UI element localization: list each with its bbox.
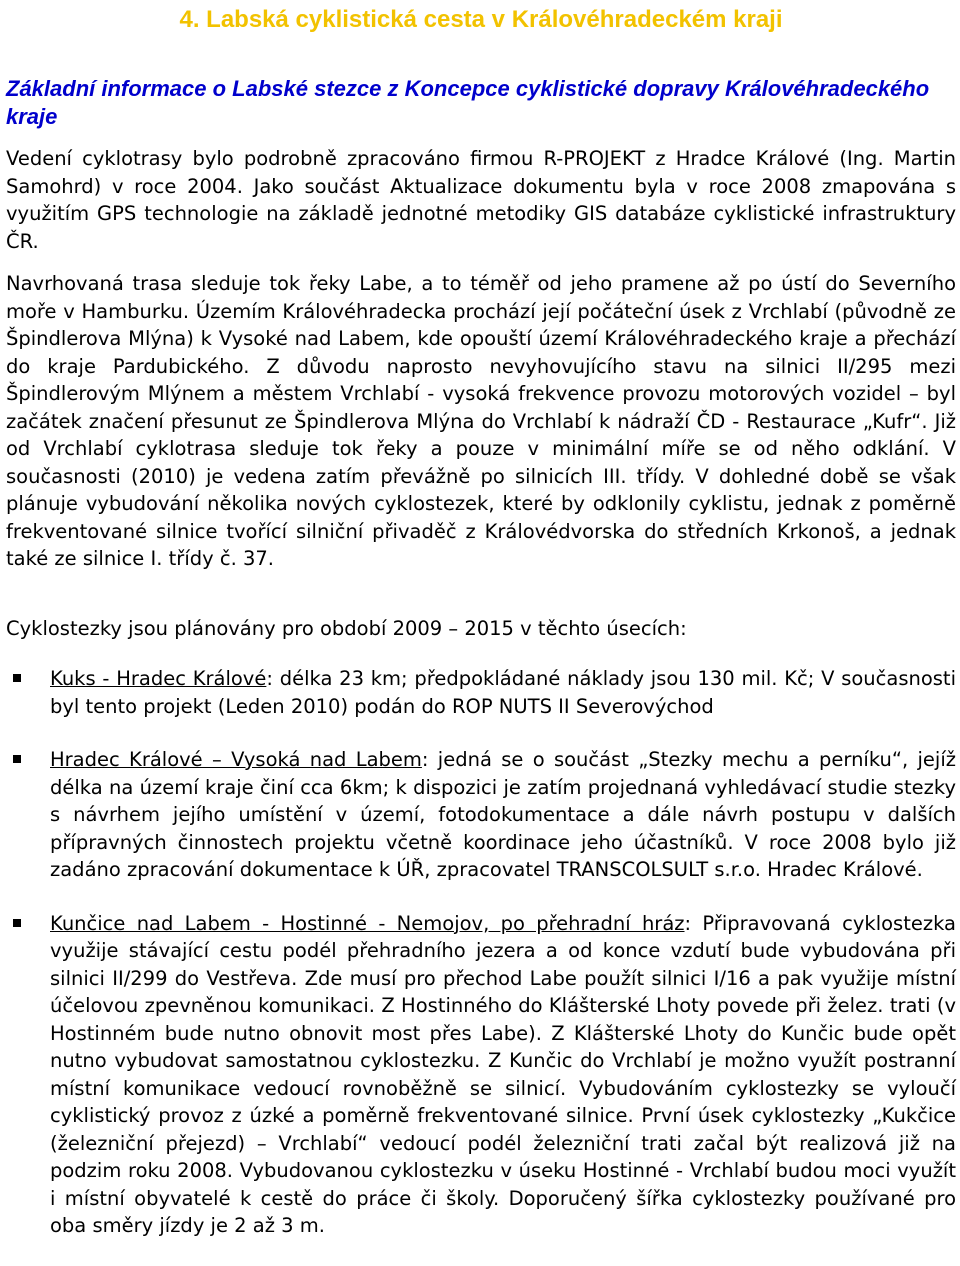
page-title: 4. Labská cyklistická cesta v Královéhradeckém kraji bbox=[179, 6, 783, 33]
section-description: : délka 23 km; předpokládané náklady jsou 130 mil. Kč; V současnosti byl tento projekt (Leden 2010) podán do ROP NUTS II Severovýchod bbox=[50, 667, 957, 718]
list-item bbox=[6, 665, 956, 720]
list-item-text bbox=[50, 746, 956, 884]
square-bullet-icon bbox=[13, 755, 21, 763]
list-item-text bbox=[50, 910, 956, 1240]
list-item bbox=[6, 910, 956, 1240]
planned-sections-list bbox=[6, 665, 956, 1266]
list-item-text bbox=[50, 665, 956, 720]
paragraph-planned: Cyklostezky jsou plánovány pro období 2009 – 2015 v těchto úsecích: bbox=[6, 617, 687, 640]
section-subheading: Základní informace o Labské stezce z Koncepce cyklistické dopravy Královéhradeckého kraje bbox=[6, 76, 930, 129]
paragraph-route: Navrhovaná trasa sleduje tok řeky Labe, a to téměř od jeho pramene až po ústí do Severního moře v Hamburku. Územím Královéhradecka prochází její počáteční úsek z Vrchlabí (původně ze Špindlerova Mlýna) k Vysoké nad Labem, kde opouští území Královéhradeckého kraje a přechází do kraje Pardubického. Z důvodu naprosto nevyhovujícího stavu na silnici II/295 mezi Špindlerovým Mlýnem a městem Vrchlabí - vysoká frekvence provozu motorových vozidel – byl začátek značení přesunut ze Špindlerova Mlýna do Vrchlabí k nádraží ČD - Restaurace „Kufr“. Již od Vrchlabí cyklotrasa sleduje tok řeky a pouze v minimální míře se od něho odklání. V současnosti (2010) je vedena zatím převážně po silnicích III. třídy. V dohledné době se však plánuje vybudování několika nových cyklostezek, které by odklonily cyklistu, jednak z poměrně frekventované silnice tvořící silniční přivaděč z Královédvorska do středních Krkonoš, a jednak také ze silnice I. třídy č. 37. bbox=[6, 272, 956, 570]
list-item bbox=[6, 746, 956, 884]
square-bullet-icon bbox=[13, 919, 21, 927]
paragraph-intro: Vedení cyklotrasy bylo podrobně zpracováno firmou R-PROJEKT z Hradce Králové (Ing. Martin Samohrd) v roce 2004. Jako součást Aktualizace dokumentu byla v roce 2008 zmapována s využitím GPS technologie na základě jednotné metodiky GIS databáze cyklistické infrastruktury ČR. bbox=[6, 147, 956, 253]
section-description: : jedná se o součást „Stezky mechu a perníku“, jejíž délka na území kraje činí cca 6km; k dispozici je zatím projednaná vyhledávací studie stezky s návrhem jejího umístění v území, fotodokumentace a dále návrh postupu v dalších přípravných činnostech projektu včetně koordinace jeho účastníků. V roce 2008 bylo již zadáno zpracování dokumentace k ÚŘ, zpracovatel TRANSCOLSULT s.r.o. Hradec Králové. bbox=[50, 748, 956, 881]
section-name: Hradec Králové – Vysoká nad Labem bbox=[50, 748, 422, 771]
section-name: Kunčice nad Labem - Hostinné - Nemojov, po přehradní hráz bbox=[50, 911, 685, 935]
section-description: : Připravovaná cyklostezka využije stávající cestu podél přehradního jezera a od konce vzdutí bude vybudována při silnici II/299 do Vestřeva. Zde musí pro přechod Labe použít silnici I/16 a pak využije místní účelovou zpevněnou komunikaci. Z Hostinného do Klášterské Lhoty povede při želez. trati (v Hostinném bude nutno obnovit most přes Labe). Z Klášterské Lhoty do Kunčic bude opět nutno vybudovat samostatnou cyklostezku. Z Kunčic do Vrchlabí je možno využít postranní místní komunikace vedoucí rovnoběžně se silnicí. Vybudováním cyklostezky se vyloučí cyklistický provoz z úzké a poměrně frekventované silnice. První úsek cyklostezky „Kukčice (železniční přejezd) – Vrchlabí“ vedoucí podél železniční trati začal být realizová již na podzim roku 2008. Vybudovanou cyklostezku v úseku Hostinné - Vrchlabí budou moci využít i místní obyvatelé k cestě do práce či školy. Doporučený šířka cyklostezky používané pro oba směry jízdy je 2 až 3 m. bbox=[50, 911, 956, 1237]
square-bullet-icon bbox=[13, 674, 21, 682]
section-name: Kuks - Hradec Králové bbox=[50, 667, 267, 690]
